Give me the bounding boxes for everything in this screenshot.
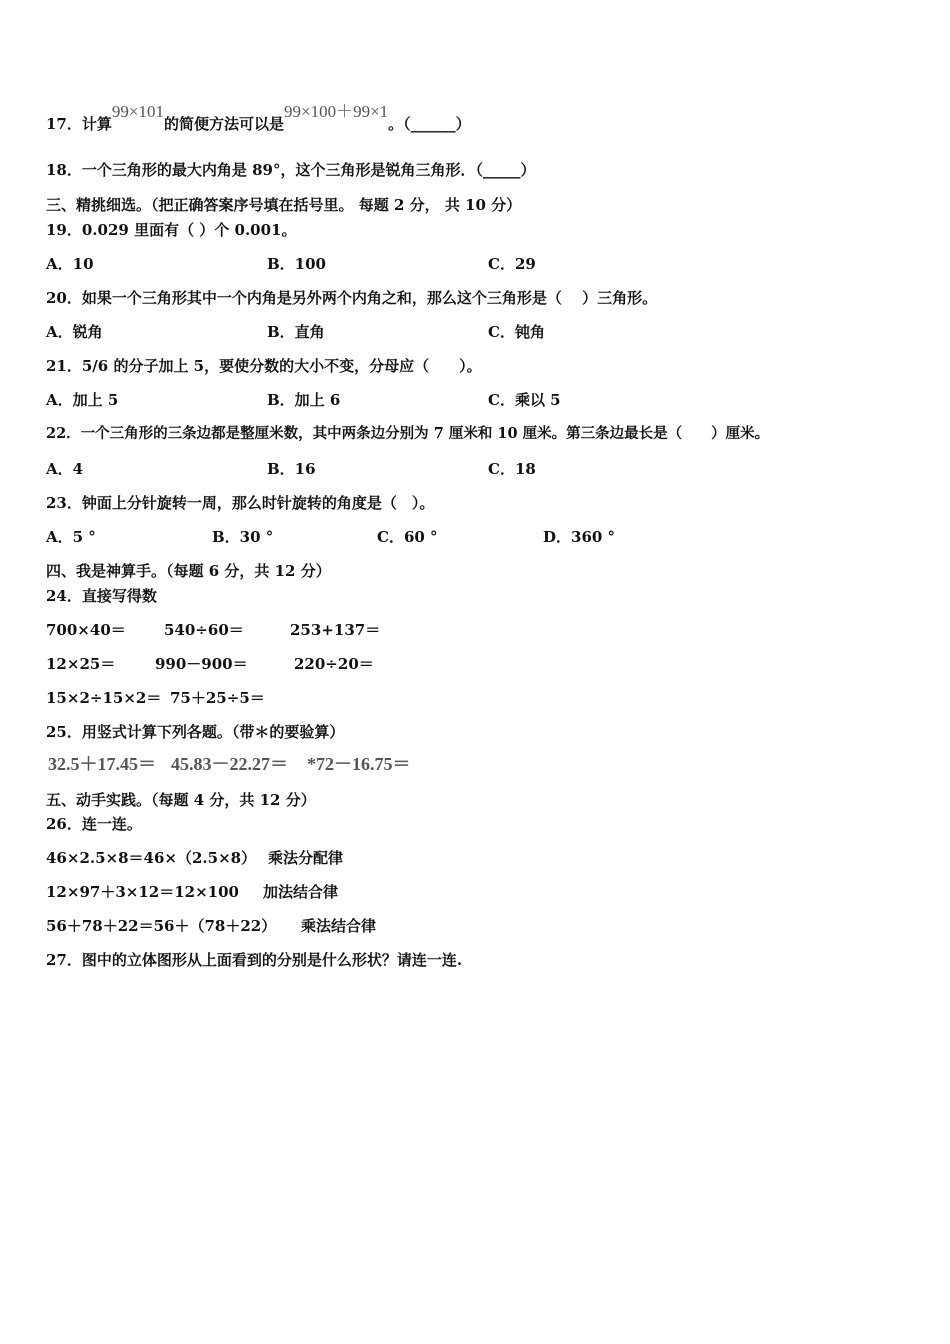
q21-option-b: B．加上 6	[267, 391, 341, 409]
q23-option-a: A．5 °	[46, 528, 96, 546]
q24-item: 540÷60＝	[164, 621, 244, 639]
question-20-stem: 20．如果一个三角形其中一个内角是另外两个内角之和，那么这个三角形是（ ）三角形。	[46, 289, 658, 307]
q20-option-b: B．直角	[267, 323, 325, 341]
q22-option-b: B．16	[267, 460, 316, 478]
q17-simplified-expression: 99×100＋99×1	[283, 102, 389, 121]
q24-item: 253+137＝	[290, 621, 381, 639]
question-19-stem: 19．0.029 里面有（ ）个 0.001。	[46, 221, 297, 239]
q25-item: 45.83－22.27＝	[171, 754, 288, 774]
q24-item: 990－900＝	[155, 655, 248, 673]
question-24-stem: 24．直接写得数	[46, 587, 157, 605]
q17-number: 17．计算	[46, 115, 112, 133]
section-4-heading: 四、我是神算手。（每题 6 分，共 12 分）	[46, 562, 331, 580]
q20-option-c: C．钝角	[488, 323, 545, 341]
q24-item: 15×2÷15×2＝	[46, 689, 162, 707]
q25-item: *72－16.75＝	[307, 754, 411, 774]
q23-option-c: C．60 °	[377, 528, 438, 546]
q24-item: 220÷20＝	[294, 655, 374, 673]
q17-expression: 99×101	[111, 102, 164, 121]
question-17	[46, 102, 471, 134]
section-3-heading: 三、精挑细选。（把正确答案序号填在括号里。 每题 2 分， 共 10 分）	[46, 196, 522, 214]
question-22-stem: 22．一个三角形的三条边都是整厘米数，其中两条边分别为 7 厘米和 10 厘米。第三条边最长是（ ）厘米。	[46, 425, 770, 442]
q21-option-a: A．加上 5	[46, 391, 119, 409]
question-21-stem: 21．5/6 的分子加上 5，要使分数的大小不变，分母应（ ）。	[46, 357, 482, 375]
q22-option-c: C．18	[488, 460, 536, 478]
q17-middle-text: 的简便方法可以是	[163, 115, 284, 133]
q24-item: 700×40＝	[46, 621, 126, 639]
q19-option-b: B．100	[267, 255, 326, 273]
q26-law: 乘法结合律	[301, 917, 377, 935]
question-23-stem: 23．钟面上分针旋转一周，那么时针旋转的角度是（ ）。	[46, 494, 435, 512]
q19-option-a: A．10	[46, 255, 94, 273]
question-18: 18．一个三角形的最大内角是 89°，这个三角形是锐角三角形．（_____）	[46, 161, 536, 179]
q26-law: 乘法分配律	[268, 849, 344, 867]
q24-item: 75＋25÷5＝	[170, 689, 265, 707]
q23-option-b: B．30 °	[212, 528, 274, 546]
q26-expression: 56＋78＋22＝56＋（78＋22）	[46, 917, 277, 935]
q24-item: 12×25＝	[46, 655, 116, 673]
question-27-stem: 27．图中的立体图形从上面看到的分别是什么形状？请连一连.	[46, 951, 463, 969]
q26-expression: 12×97＋3×12＝12×100	[46, 883, 239, 901]
q19-option-c: C．29	[488, 255, 536, 273]
q25-item: 32.5＋17.45＝	[48, 754, 156, 774]
q26-law: 加法结合律	[263, 883, 339, 901]
question-26-stem: 26．连一连。	[46, 815, 142, 833]
section-5-heading: 五、动手实践。（每题 4 分，共 12 分）	[46, 791, 316, 809]
q22-option-a: A．4	[46, 460, 84, 478]
q17-answer-blank: 。（______）	[388, 115, 471, 133]
q23-option-d: D．360 °	[543, 528, 616, 546]
q20-option-a: A．锐角	[46, 323, 103, 341]
q21-option-c: C．乘以 5	[488, 391, 561, 409]
q26-expression: 46×2.5×8＝46×（2.5×8）	[46, 849, 257, 867]
question-25-stem: 25．用竖式计算下列各题。（带＊的要验算）	[46, 723, 345, 741]
